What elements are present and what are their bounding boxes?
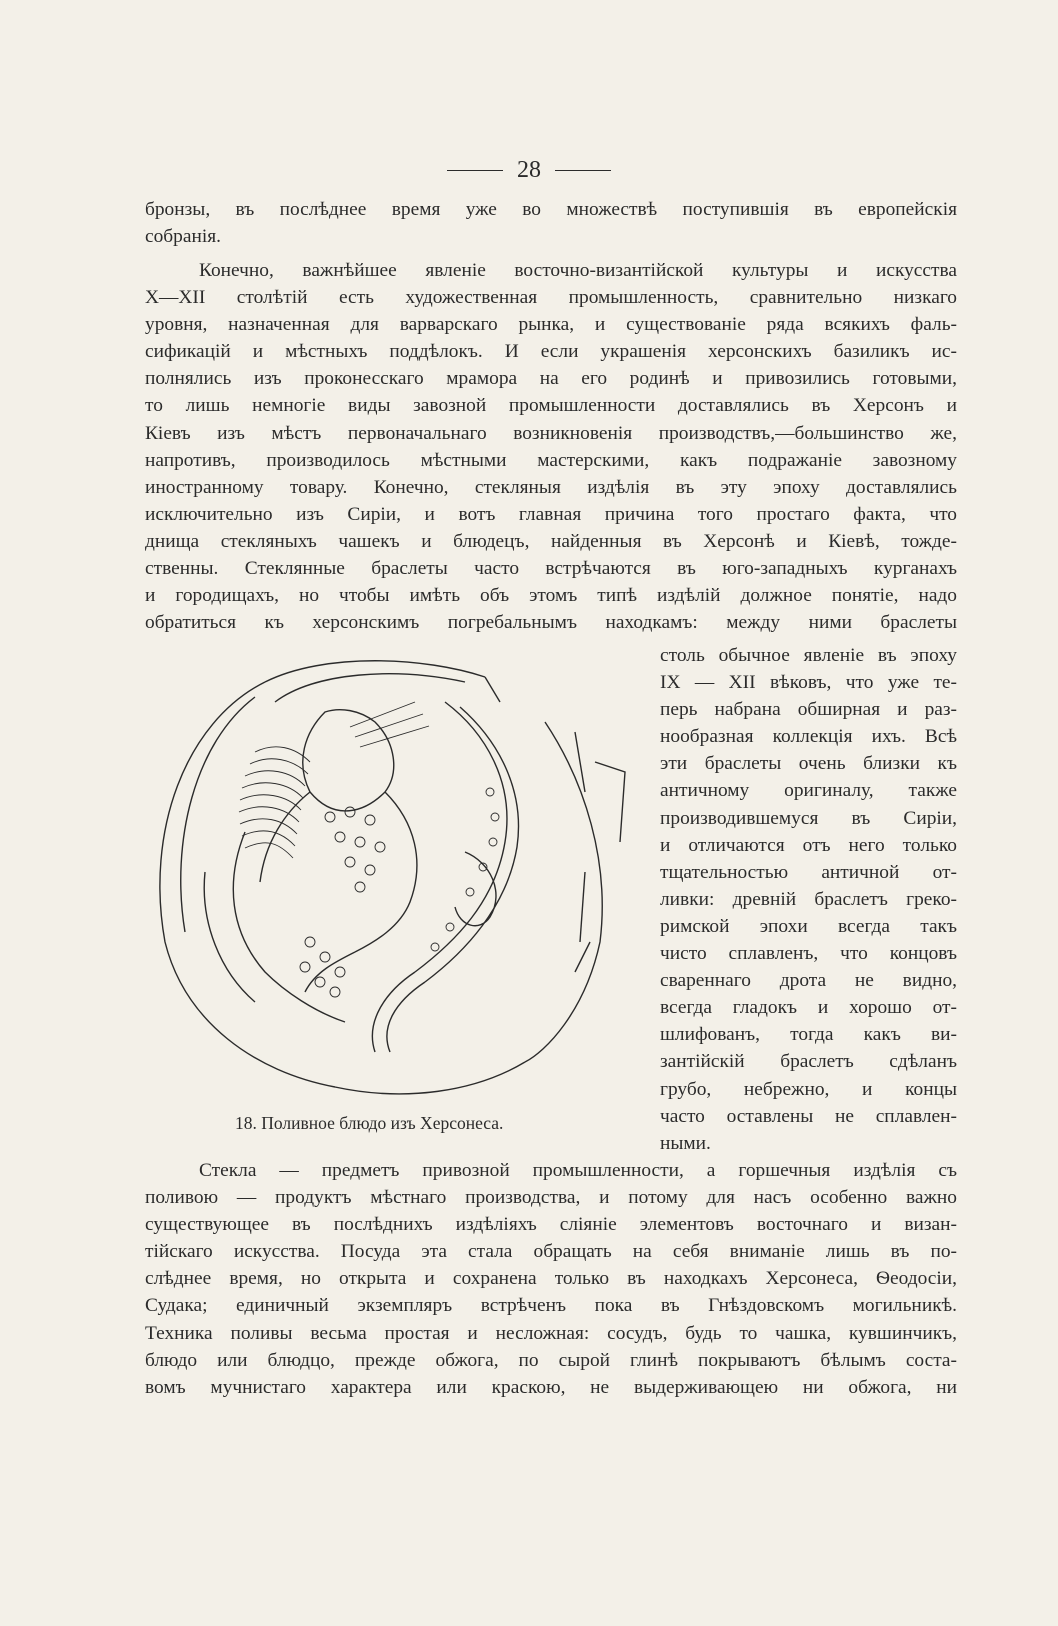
text-line: Техника поливы весьма простая и несложная: сосудъ, будь то чашка, кувшинчикъ, (145, 1322, 957, 1344)
text-line: чисто сплавленъ, что концовъ (660, 943, 957, 965)
text-line: X—XII столѣтій есть художественная промышленность, сравнительно низкаго (145, 287, 957, 309)
paragraph-glazed-pottery (145, 1157, 957, 1401)
text-line: всегда гладокъ и хорошо от- (660, 997, 957, 1019)
page-number-rule-right (555, 170, 611, 171)
text-line: перь набрана обширная и раз- (660, 699, 957, 721)
text-line: уровня, назначенная для варварскаго рынка, и существованіе ряда всякихъ фаль- (145, 314, 957, 336)
text-line: нообразная коллекція ихъ. Всѣ (660, 726, 957, 748)
text-line: бронзы, въ послѣднее время уже во множествѣ поступившія въ европейскія (145, 199, 957, 220)
paragraph-decorative-industry (145, 257, 957, 636)
text-line: свареннаго дрота не видно, (660, 970, 957, 992)
text-line: вомъ мучнистаго характера или краскою, не выдерживающею ни обжога, ни (145, 1376, 957, 1398)
text-line: и городищахъ, но чтобы имѣть объ этомъ типѣ издѣлій должное понятіе, надо (145, 585, 957, 607)
dish-drawing (145, 642, 645, 1120)
text-line: исключительно изъ Сиріи, и вотъ главная причина того простаго факта, что (145, 503, 957, 525)
text-line: ными. (660, 1132, 711, 1154)
bird-head (303, 710, 394, 811)
text-line: античному оригиналу, также (660, 780, 957, 802)
text-line: сификацій и мѣстныхъ поддѣлокъ. И если украшенія херсонскихъ базиликъ ис- (145, 341, 957, 363)
text-line: римской эпохи всегда такъ (660, 915, 957, 937)
page-number-text: 28 (517, 157, 541, 183)
text-line: тщательностью античной от- (660, 861, 957, 883)
wrapped-text-column (660, 642, 957, 1157)
page-number-rule-left (447, 170, 503, 171)
text-line: блюдо или блюдцо, прежде обжога, по сырой глинѣ покрываютъ бѣлымъ соста- (145, 1349, 957, 1371)
figure-caption: 18. Поливное блюдо изъ Херсонеса. (235, 1113, 504, 1133)
text-line: полнялись изъ проконесскаго мрамора на его родинѣ и привозились готовыми, (145, 368, 957, 390)
text-line: днища стекляныхъ чашекъ и блюдецъ, найденныя въ Херсонѣ и Кіевѣ, тожде- (145, 530, 957, 552)
intro-paragraph (145, 196, 957, 250)
text-line: и отличаются отъ него только (660, 834, 957, 856)
text-line: слѣднее время, но открыта и сохранена только въ находкахъ Херсонеса, Ѳеодосіи, (145, 1268, 957, 1290)
text-line: Кіевъ изъ мѣстъ первоначальнаго возникновенія производствъ,—большинство же, (145, 422, 957, 444)
text-line: шлифованъ, тогда какъ ви- (660, 1024, 957, 1046)
text-line: ливки: древній браслетъ греко- (660, 888, 957, 910)
text-line: Стекла — предметъ привозной промышленности, а горшечныя издѣлія съ (199, 1160, 957, 1181)
text-line: тійскаго искусства. Посуда эта стала обращать на себя вниманіе лишь въ по- (145, 1241, 957, 1263)
text-line: иностранному товару. Конечно, стекляныя издѣлія въ эту эпоху доставлялись (145, 476, 957, 498)
text-line: существующее въ послѣднихъ издѣліяхъ сліяніе элементовъ восточнаго и визан- (145, 1214, 957, 1236)
dish-rim-left (160, 682, 335, 1087)
text-line: Судака; единичный экземпляръ встрѣченъ пока въ Гнѣздовскомъ могильникѣ. (145, 1295, 957, 1317)
text-line: производившемуся въ Сиріи, (660, 807, 957, 829)
text-line: то лишь немногіе виды завозной промышленности доставлялись въ Херсонъ и (145, 395, 957, 417)
text-line: эти браслеты очень близки къ (660, 753, 957, 775)
page-number (0, 155, 1058, 185)
text-line: напротивъ, производилось мѣстными мастерскими, какъ подражаніе завозному (145, 449, 957, 471)
text-line: зантійскій браслетъ сдѣланъ (660, 1051, 957, 1073)
text-line: грубо, небрежно, и концы (660, 1078, 957, 1100)
text-line: IX — XII вѣковъ, что уже те- (660, 672, 957, 694)
text-line: обратиться къ херсонскимъ погребальнымъ находкамъ: между ними браслеты (145, 612, 957, 634)
text-line: часто оставлены не сплавлен- (660, 1105, 957, 1127)
serpent-body (415, 702, 507, 972)
dish-rim-right (525, 722, 602, 1062)
text-line: собранія. (145, 226, 222, 248)
text-line: Конечно, важнѣйшее явленіе восточно-византійской культуры и искусства (199, 260, 957, 281)
text-line: столь обычное явленіе въ эпоху (660, 645, 957, 666)
text-line: ственны. Стеклянные браслеты часто встрѣчаются въ юго-западныхъ курганахъ (145, 558, 957, 580)
figure-glazed-dish-illustration (145, 642, 645, 1120)
dish-rim-bottom (335, 1062, 525, 1094)
text-line: поливою — продуктъ мѣстнаго производства, и потому для насъ особенно важно (145, 1187, 957, 1209)
